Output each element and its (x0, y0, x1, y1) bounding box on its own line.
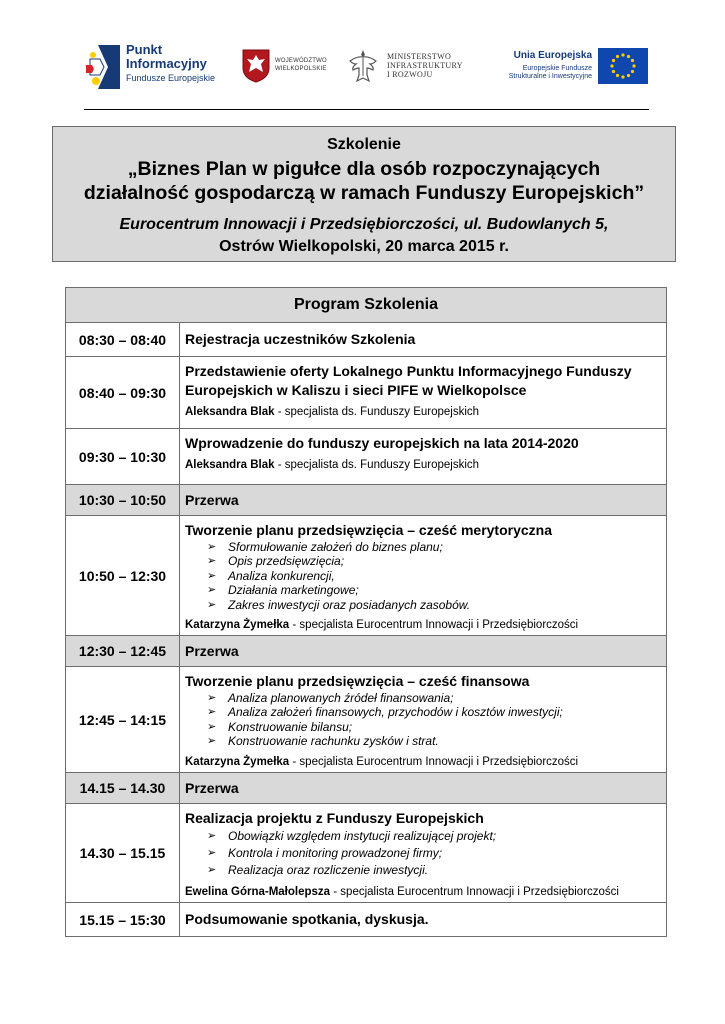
table-row (65, 323, 667, 357)
list-item: ➢ Analiza planowanych źródeł finansowania; (207, 691, 454, 705)
time-cell: 12:30 – 12:45 (66, 636, 180, 666)
ministerstwo-logo (347, 48, 477, 88)
list-item: ➢ Opis przedsięwzięcia; (207, 554, 345, 569)
program-table (65, 287, 667, 937)
session-title: Rejestracja uczestników Szkolenia (185, 331, 416, 347)
wielkopolskie-crest-icon (241, 48, 271, 84)
session-title: Przerwa (185, 642, 239, 659)
list-item: ➢ Zakres inwestycji oraz posiadanych zasobów. (207, 597, 471, 612)
topic-list (207, 691, 660, 749)
speaker-name: Aleksandra Blak (185, 406, 275, 418)
speaker-line (185, 405, 660, 419)
time-cell: 10:50 – 12:30 (66, 516, 180, 635)
punkt-informacyjny-logo (84, 41, 224, 95)
ue-line2: Europejskie Fundusze (522, 64, 592, 72)
speaker-role: - specjalista Eurocentrum Innowacji i Przedsiębiorczości (289, 755, 579, 768)
speaker-name: Katarzyna Żymełka (185, 755, 290, 768)
speaker-role: - specjalista Eurocentrum Innowacji i Przedsiębiorczości (330, 886, 619, 898)
time-cell: 12:45 – 14:15 (66, 667, 180, 772)
arrow-bullet-icon: ➢ (207, 541, 217, 553)
session-title: Przedstawienie oferty Lokalnego Punktu Informacyjnego Funduszy Europejskich w Kaliszu i sieci PIFE w Wielkopolsce (185, 363, 632, 398)
mir-line2: INFRASTRUKTURY (387, 61, 463, 71)
table-row (65, 429, 667, 485)
program-title: Program Szkolenia (65, 287, 667, 323)
list-item: ➢ Kontrola i monitoring prowadzonej firmy; (207, 846, 443, 860)
speaker-name: Aleksandra Blak (185, 459, 275, 471)
speaker-name: Katarzyna Żymełka (185, 619, 290, 632)
time-cell: 14.15 – 14.30 (66, 773, 180, 803)
table-row (65, 773, 667, 804)
list-item: ➢ Analiza konkurencji, (207, 568, 335, 583)
session-title: Przerwa (185, 491, 239, 508)
ue-line1: Unia Europejska (513, 50, 592, 61)
table-row (65, 804, 667, 903)
arrow-bullet-icon: ➢ (207, 706, 217, 719)
header-divider (84, 109, 649, 110)
speaker-name: Ewelina Górna-Małolepsza (185, 886, 331, 898)
table-row (65, 667, 667, 773)
arrow-bullet-icon: ➢ (207, 598, 217, 611)
table-row (65, 636, 667, 667)
time-cell: 15.15 – 15:30 (66, 903, 180, 936)
speaker-line (185, 458, 660, 472)
wlkp-line1: WOJEWÓDZTWO (275, 58, 327, 64)
time-cell: 08:30 – 08:40 (66, 323, 180, 356)
arrow-bullet-icon: ➢ (207, 555, 217, 568)
arrow-bullet-icon: ➢ (207, 720, 217, 733)
event-venue: Eurocentrum Innowacji i Przedsiębiorczości, ul. Budowlanych 5, (119, 216, 609, 233)
wielkopolskie-logo (241, 48, 341, 86)
speaker-line (185, 755, 660, 769)
session-title: Tworzenie planu przedsięwzięcia – cześć finansowa (185, 673, 530, 689)
wlkp-line2: WIELKOPOLSKIE (275, 65, 327, 72)
arrow-bullet-icon: ➢ (207, 584, 217, 597)
pi-logo-line3: Fundusze Europejskie (126, 72, 216, 83)
time-cell: 10:30 – 10:50 (66, 485, 180, 515)
pife-flag-icon (84, 43, 122, 91)
speaker-role: - specjalista ds. Funduszy Europejskich (274, 406, 480, 418)
list-item: ➢ Obowiązki względem instytucji realizującej projekt; (207, 829, 497, 843)
time-cell: 08:40 – 09:30 (66, 357, 180, 428)
speaker-role: - specjalista Eurocentrum Innowacji i Przedsiębiorczości (289, 619, 579, 632)
list-item: ➢ Konstruowanie bilansu; (207, 719, 353, 734)
list-item: ➢ Analiza założeń finansowych, przychodów i kosztów inwestycji; (207, 705, 563, 720)
arrow-bullet-icon: ➢ (207, 847, 217, 859)
mir-line1: MINISTERSTWO (387, 52, 452, 61)
list-item: ➢ Działania marketingowe; (207, 583, 359, 598)
list-item: ➢ Konstruowanie rachunku zysków i strat. (207, 734, 439, 749)
mir-line3: I ROZWOJU (387, 70, 433, 80)
list-item: ➢ Sformułowanie założeń do biznes planu; (207, 540, 443, 554)
ue-line3: Strukturalne i Inwestycyjne (508, 72, 592, 80)
speaker-line (185, 885, 660, 899)
table-row (65, 903, 667, 937)
event-title-line1: „Biznes Plan w pigułce dla osób rozpoczynających (127, 158, 601, 180)
arrow-bullet-icon: ➢ (207, 692, 217, 704)
eu-flag-icon (598, 48, 648, 84)
unia-europejska-logo (492, 48, 652, 92)
event-type-label: Szkolenie (327, 136, 401, 153)
event-title (53, 157, 675, 205)
arrow-bullet-icon: ➢ (207, 569, 217, 582)
event-title-line2: działalność gospodarczą w ramach Funduszy Europejskich” (83, 182, 645, 204)
event-title-box (52, 126, 676, 262)
eagle-emblem-icon (347, 48, 379, 84)
time-cell: 14.30 – 15.15 (66, 804, 180, 902)
topic-list (207, 828, 660, 879)
event-date: Ostrów Wielkopolski, 20 marca 2015 r. (219, 238, 509, 255)
arrow-bullet-icon: ➢ (207, 864, 217, 876)
topic-list (207, 540, 660, 612)
pi-logo-line2: Informacyjny (126, 56, 207, 72)
session-title: Przerwa (185, 779, 239, 796)
arrow-bullet-icon: ➢ (207, 830, 217, 842)
logo-strip (0, 38, 725, 98)
time-cell: 09:30 – 10:30 (66, 429, 180, 484)
table-row (65, 485, 667, 516)
speaker-role: - specjalista ds. Funduszy Europejskich (274, 459, 480, 471)
arrow-bullet-icon: ➢ (207, 735, 217, 748)
session-title: Realizacja projektu z Funduszy Europejskich (185, 810, 484, 826)
session-title: Tworzenie planu przedsięwzięcia – cześć merytoryczna (185, 522, 552, 538)
session-title: Wprowadzenie do funduszy europejskich na lata 2014-2020 (185, 435, 579, 451)
pi-logo-line1: Punkt (126, 42, 163, 57)
session-title: Podsumowanie spotkania, dyskusja. (185, 911, 429, 927)
list-item: ➢ Realizacja oraz rozliczenie inwestycji. (207, 863, 429, 877)
table-row (65, 516, 667, 636)
speaker-line (185, 618, 660, 632)
table-row (65, 357, 667, 429)
